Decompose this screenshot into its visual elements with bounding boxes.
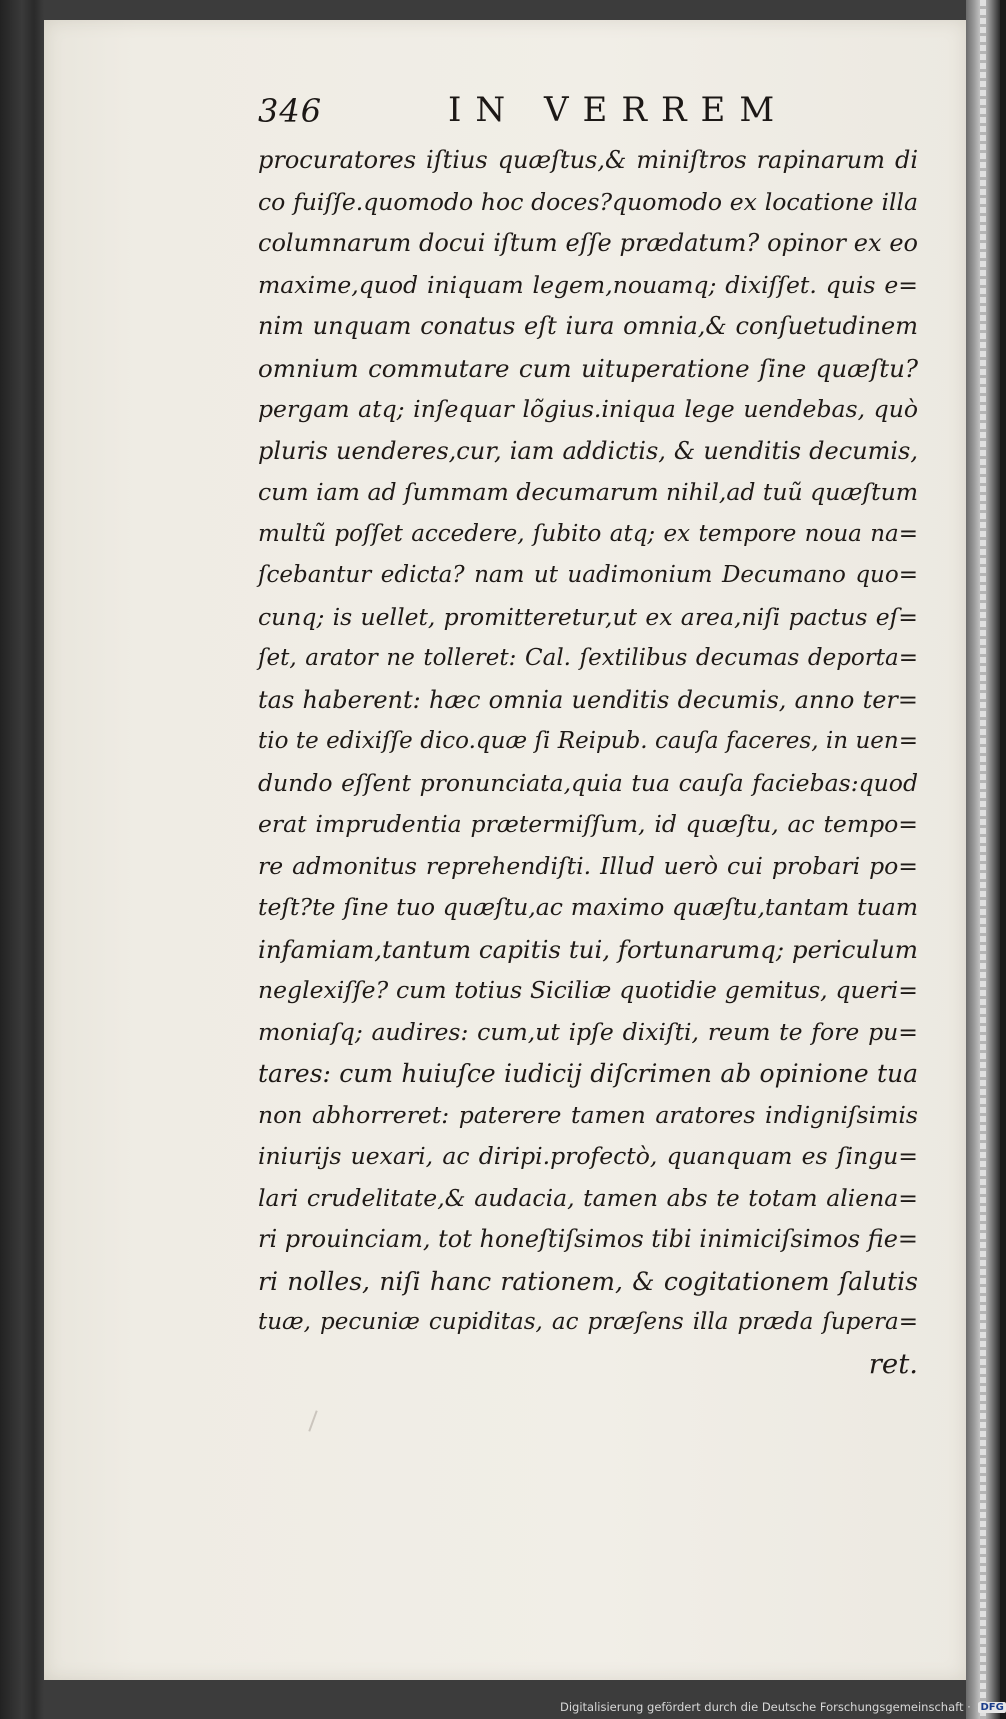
text-line: ſcebantur edicta? nam ut uadimonium Decumano quo= — [258, 562, 918, 588]
text-line: procuratores iſtius quæſtus,& miniſtros rapinarum di — [258, 146, 918, 174]
text-line: omnium commutare cum uituperatione ſine quæſtu? — [258, 353, 918, 383]
text-line: tares: cum huiuſce iudicij diſcrimen ab opinione tua — [258, 1059, 918, 1088]
text-line: neglexiſſe? cum totius Siciliæ quotidie gemitus, queri= — [258, 976, 918, 1004]
text-line: re admonitus reprehendiſti. Illud uerò cui probari po= — [258, 851, 918, 880]
text-line: nim unquam conatus eſt iura omnia,& conſuetudinem — [258, 312, 918, 340]
text-line: tas haberent: hæc omnia uenditis decumis, anno ter= — [258, 685, 918, 714]
text-line: iniurijs uexari, ac diripi.profectò, quanquam es ſingu= — [258, 1142, 918, 1170]
text-line: teſt?te ſine tuo quæſtu,ac maximo quæſtu,tantam tuam — [258, 893, 918, 921]
text-line: erat imprudentia prætermiſſum, id quæſtu, ac tempo= — [258, 810, 918, 838]
digitization-credit — [560, 1700, 1006, 1716]
text-line: ri prouinciam, tot honeſtiſsimos tibi inimiciſsimos fie= — [258, 1225, 918, 1253]
text-line: non abhorreret: paterere tamen aratores indigniſsimis — [258, 1100, 918, 1129]
text-line: lari crudelitate,& audacia, tamen abs te totam aliena= — [258, 1183, 918, 1212]
text-line: cum iam ad ſummam decumarum nihil,ad tuũ quæſtum — [258, 478, 918, 506]
text-line: tuæ, pecuniæ cupiditas, ac præſens illa præda ſupera= — [258, 1309, 918, 1335]
body-text — [258, 140, 918, 1385]
text-line: cunq; is uellet, promitteretur,ut ex area,niſi pactus eſ= — [258, 602, 918, 631]
running-head — [258, 90, 818, 134]
text-line: pluris uenderes,cur, iam addictis, & uenditis decumis, — [258, 436, 918, 465]
color-calibration-strip — [980, 0, 986, 1719]
catchword: ret. — [868, 1347, 918, 1380]
credit-text: Digitalisierung gefördert durch die Deutsche Forschungsgemeinschaft · — [560, 1700, 971, 1714]
text-line: dundo eſſent pronunciata,quia tua cauſa faciebas:quod — [258, 768, 918, 797]
page-edge-strip — [966, 0, 1000, 1719]
text-line: moniaſq; audires: cum,ut ipſe dixiſti, reum te fore pu= — [258, 1017, 918, 1046]
paper-blemish — [308, 1410, 317, 1431]
text-line: infamiam,tantum capitis tui, fortunarumq; periculum — [258, 934, 918, 964]
text-line: multũ poſſet accedere, ſubito atq; ex tempore noua na= — [258, 520, 918, 547]
text-line: ſet, arator ne tolleret: Cal. ſextilibus decumas deporta= — [258, 645, 918, 671]
text-line: columnarum docui iſtum eſſe prædatum? opinor ex eo — [258, 229, 918, 257]
page-number: 346 — [258, 92, 323, 130]
text-line: pergam atq; inſequar lõgius.iniqua lege uendebas, quò — [258, 395, 918, 423]
running-title: IN VERREM — [448, 90, 789, 130]
text-line: maxime,quod iniquam legem,nouamq; dixiſſet. quis e= — [258, 270, 918, 299]
text-line: co fuiſſe.quomodo hoc doces?quomodo ex locatione illa — [258, 187, 918, 216]
text-line: tio te edixiſſe dico.quæ ſi Reipub. cauſa faceres, in uen= — [258, 728, 918, 754]
dfg-logo: DFG — [980, 1702, 1004, 1713]
text-line: ri nolles, niſi hanc rationem, & cogitationem ſalutis — [258, 1266, 918, 1296]
